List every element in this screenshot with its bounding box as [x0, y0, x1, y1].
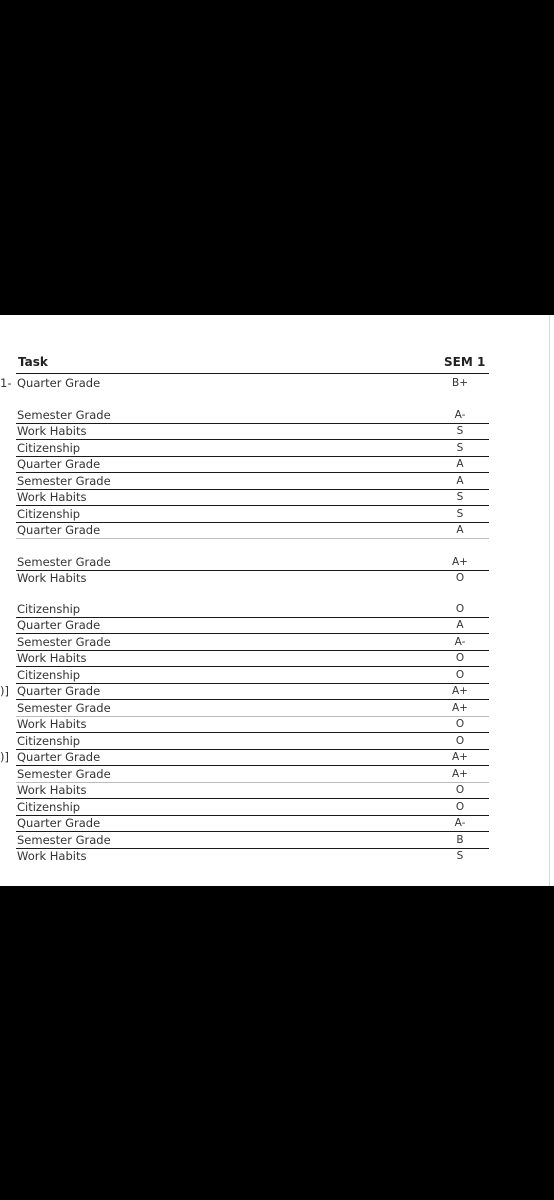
sem1-grade: O	[455, 603, 465, 615]
sem1-grade: O	[455, 784, 465, 796]
grade-row	[0, 782, 548, 799]
grade-row	[0, 375, 548, 392]
row-prefix: 1-	[0, 376, 12, 390]
sem1-grade: A+	[452, 768, 468, 780]
task-name: Quarter Grade	[17, 684, 101, 698]
sem1-grade: A+	[452, 556, 468, 568]
task-name: Semester Grade	[17, 474, 111, 488]
sem1-grade: A-	[454, 817, 466, 829]
grade-row	[0, 733, 548, 750]
sem1-grade: A+	[452, 702, 468, 714]
sem1-grade: S	[456, 850, 464, 862]
grade-row	[0, 815, 548, 832]
grade-row	[0, 716, 548, 733]
sem1-grade: O	[455, 735, 465, 747]
sem1-grade: O	[455, 669, 465, 681]
task-name: Semester Grade	[17, 833, 111, 847]
grade-row	[0, 749, 548, 766]
task-name: Quarter Grade	[17, 750, 101, 764]
task-name: Citizenship	[17, 507, 81, 521]
grade-row	[0, 601, 548, 618]
sem1-grade: O	[455, 801, 465, 813]
grade-row	[0, 799, 548, 816]
row-divider	[16, 538, 433, 539]
grade-row	[0, 848, 548, 865]
grade-row	[0, 650, 548, 667]
grade-row	[0, 617, 548, 634]
grade-row	[0, 473, 548, 490]
sem1-grade: A	[456, 524, 464, 536]
task-name: Quarter Grade	[17, 618, 101, 632]
task-name: Quarter Grade	[17, 457, 101, 471]
task-name: Citizenship	[17, 734, 81, 748]
task-name: Work Habits	[17, 571, 87, 585]
sem1-grade: S	[456, 491, 464, 503]
sem1-grade: A	[456, 458, 464, 470]
task-column-header: Task	[18, 355, 48, 369]
sem1-grade: S	[456, 442, 464, 454]
grade-row	[0, 832, 548, 849]
task-name: Semester Grade	[17, 555, 111, 569]
grade-row	[0, 423, 548, 440]
task-name: Work Habits	[17, 849, 87, 863]
sem1-grade: O	[455, 652, 465, 664]
grade-row	[0, 440, 548, 457]
scrollbar-track[interactable]	[548, 315, 554, 886]
grade-row	[0, 667, 548, 684]
grade-row	[0, 683, 548, 700]
task-name: Work Habits	[17, 783, 87, 797]
task-name: Quarter Grade	[17, 816, 101, 830]
task-name: Work Habits	[17, 424, 87, 438]
task-name: Citizenship	[17, 602, 81, 616]
task-name: Semester Grade	[17, 701, 111, 715]
sem1-grade: S	[456, 425, 464, 437]
grade-row	[0, 489, 548, 506]
row-prefix: )]	[0, 750, 9, 764]
grade-row	[0, 700, 548, 717]
sem1-grade: A	[456, 619, 464, 631]
sem1-grade: A	[456, 475, 464, 487]
grade-row	[0, 407, 548, 424]
row-divider	[433, 538, 489, 539]
sem1-grade: O	[455, 718, 465, 730]
task-name: Quarter Grade	[17, 376, 101, 390]
task-name: Citizenship	[17, 441, 81, 455]
grade-row	[0, 456, 548, 473]
grade-row	[0, 766, 548, 783]
task-name: Work Habits	[17, 651, 87, 665]
sem1-grade: A+	[452, 685, 468, 697]
row-prefix: )]	[0, 684, 9, 698]
grade-row	[0, 634, 548, 651]
task-name: Citizenship	[17, 668, 81, 682]
sem1-grade: B	[456, 834, 464, 846]
task-name: Semester Grade	[17, 767, 111, 781]
task-name: Citizenship	[17, 800, 81, 814]
sem1-column-header: SEM 1	[444, 355, 486, 369]
grade-row	[0, 522, 548, 539]
task-name: Quarter Grade	[17, 523, 101, 537]
sem1-grade: A-	[454, 409, 466, 421]
sem1-grade: A-	[454, 636, 466, 648]
task-name: Semester Grade	[17, 635, 111, 649]
sem1-grade: B+	[451, 377, 468, 389]
header-divider	[16, 373, 433, 374]
sem1-grade: S	[456, 508, 464, 520]
sem1-grade: O	[455, 572, 465, 584]
grade-row	[0, 554, 548, 571]
grade-report-document	[0, 315, 548, 886]
grade-row	[0, 570, 548, 587]
task-name: Work Habits	[17, 717, 87, 731]
sem1-grade: A+	[452, 751, 468, 763]
grade-row	[0, 506, 548, 523]
header-divider	[433, 373, 489, 374]
task-name: Work Habits	[17, 490, 87, 504]
task-name: Semester Grade	[17, 408, 111, 422]
